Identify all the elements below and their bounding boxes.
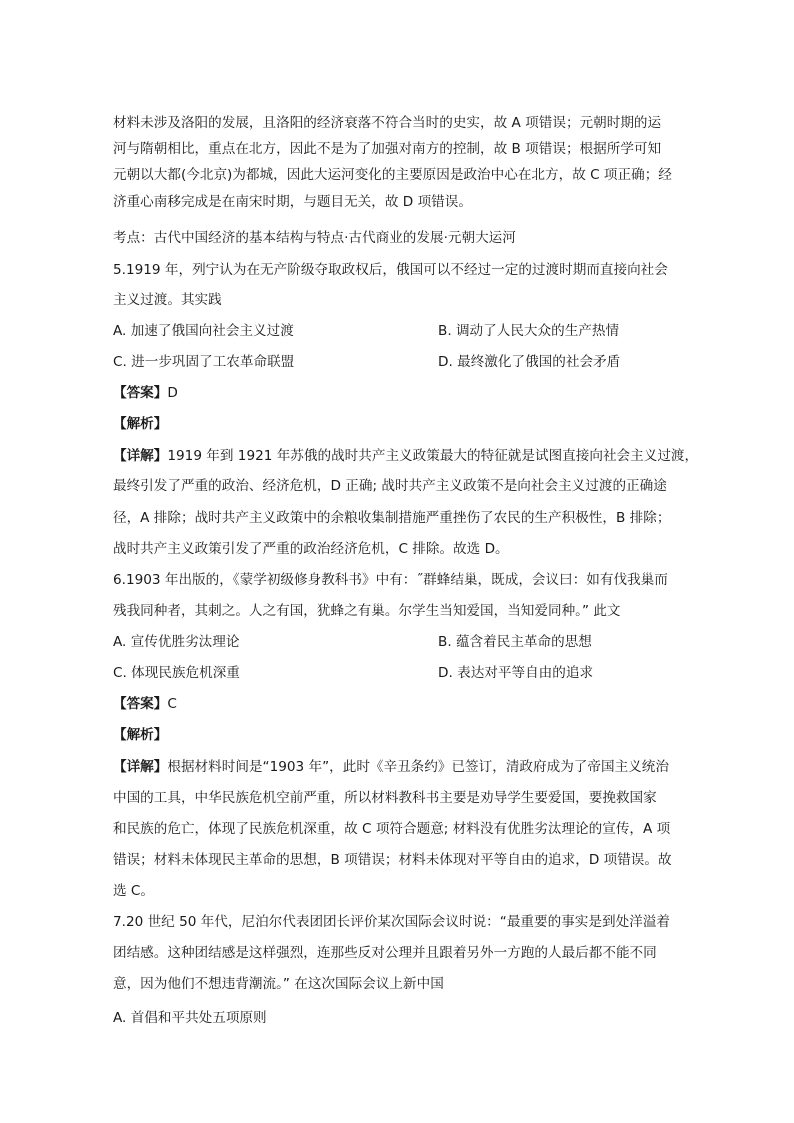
question-6-stem: 残我同种者，其刺之。人之有国，犹蜂之有巢。尔学生当知爱国，当知爱同种。” 此文: [113, 603, 621, 619]
q6-option-a: A. 宣传优胜劣汰理论: [113, 634, 240, 650]
question-7-stem: 意，因为他们不想违背潮流。” 在这次国际会议上新中国: [113, 976, 444, 992]
detail-text: 根据材料时间是“1903 年”，此时《辛丑条约》已签订，清政府成为了帝国主义统治: [167, 759, 669, 775]
q5-detail-line: [113, 446, 699, 466]
question-7-stem: 团结感。这种团结感是这样强烈，连那些反对公理并且跟着另外一方跑的人最后都不能不同: [113, 945, 657, 961]
text-line: 河与隋朝相比，重点在北方，因此不是为了加强对南方的控制，故 B 项错误；根据所学可知: [113, 141, 662, 157]
detail-tag: 【详解】: [113, 448, 168, 464]
q6-detail-line: 中国的工具，中华民族危机空前严重，所以材料教科书主要是劝导学生要爱国，要挽救国家: [113, 790, 657, 806]
q6-option-d: D. 表达对平等自由的追求: [438, 665, 594, 681]
q5-option-d: D. 最终激化了俄国的社会矛盾: [438, 354, 621, 370]
q5-option-c: C. 进一步巩固了工农革命联盟: [113, 354, 295, 370]
q5-detail-line: 战时共产主义政策引发了严重的政治经济危机，C 排除。故选 D。: [113, 541, 509, 557]
q6-answer: [113, 694, 683, 714]
q6-detail-line: [113, 757, 683, 777]
detail-tag: 【详解】: [113, 759, 168, 775]
q5-option-a: A. 加速了俄国向社会主义过渡: [113, 323, 294, 339]
kaodian-line: 考点：古代中国经济的基本结构与特点·古代商业的发展·元朝大运河: [113, 230, 516, 246]
q6-detail-line: 和民族的危亡，体现了民族危机深重，故 C 项符合题意; 材料没有优胜劣汰理论的宣传，A 项: [113, 821, 671, 837]
answer-tag: 【答案】: [113, 696, 168, 712]
q7-option-a: A. 首倡和平共处五项原则: [113, 1010, 267, 1026]
text-line: 元朝以大都(今北京)为都城，因此大运河变化的主要原因是政治中心在北方，故 C 项正确；经: [113, 167, 672, 183]
q5-option-b: B. 调动了人民大众的生产热情: [438, 323, 620, 339]
q6-detail-line: 错误；材料未体现民主革命的思想，B 项错误；材料未体现对平等自由的追求，D 项错误。故: [113, 852, 672, 868]
q5-detail-line: 径，A 排除；战时共产主义政策中的余粮收集制措施严重挫伤了农民的生产积极性，B 排除；: [113, 510, 671, 526]
q6-option-b: B. 蕴含着民主革命的思想: [438, 634, 592, 650]
question-7-stem: 7.20 世纪 50 年代，尼泊尔代表团团长评价某次国际会议时说：“最重要的事实是到处洋溢着: [113, 914, 670, 930]
text-line: 济重心南移完成是在南宋时期，与题目无关，故 D 项错误。: [113, 194, 472, 210]
question-5-stem: 5.1919 年，列宁认为在无产阶级夺取政权后，俄国可以不经过一定的过渡时期而直接向社会: [113, 262, 668, 278]
text-line: 材料未涉及洛阳的发展，且洛阳的经济衰落不符合当时的史实，故 A 项错误；元朝时期的运: [113, 115, 662, 131]
q5-analysis-tag: 【解析】: [113, 416, 168, 432]
q5-answer: [113, 383, 683, 403]
answer-value: C: [167, 696, 177, 712]
q5-detail-line: 最终引发了严重的政治、经济危机，D 正确; 战时共产主义政策不是向社会主义过渡的正确途: [113, 478, 667, 494]
question-6-stem: 6.1903 年出版的，《蒙学初级修身教科书》中有：˝群蜂结巢，既成，会议曰：如有伐我巢而: [113, 572, 668, 588]
q6-analysis-tag: 【解析】: [113, 727, 168, 743]
q6-option-c: C. 体现民族危机深重: [113, 665, 240, 681]
q6-detail-line: 选 C。: [113, 883, 155, 899]
answer-value: D: [167, 385, 178, 401]
question-5-stem: 主义过渡。其实践: [113, 292, 222, 308]
detail-text: 1919 年到 1921 年苏俄的战时共产主义政策最大的特征就是试图直接向社会主义过渡，: [167, 448, 699, 464]
answer-tag: 【答案】: [113, 385, 168, 401]
